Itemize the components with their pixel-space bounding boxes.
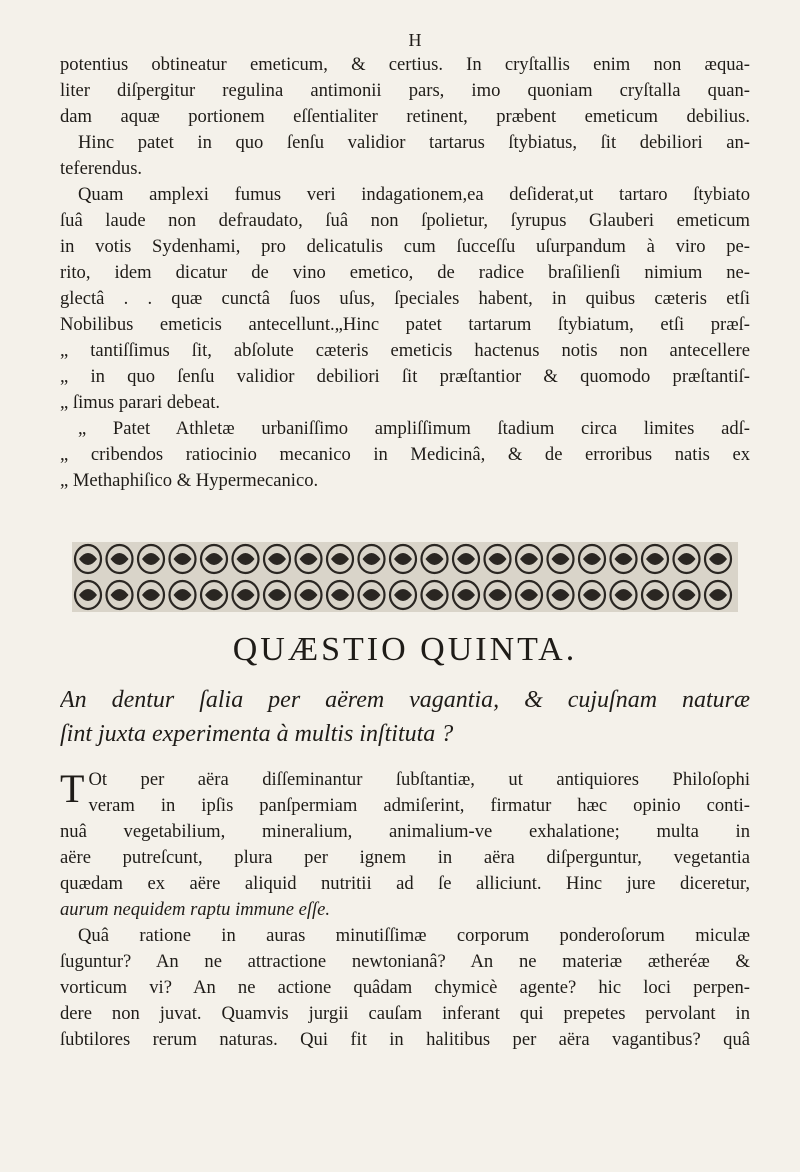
text-line: „ ſimus parari debeat.: [60, 392, 221, 413]
ornament-band: [70, 540, 740, 614]
drop-cap: T: [60, 766, 85, 811]
page: [60, 30, 750, 1053]
text-line: dere non juvat. Quamvis jurgii cauſam inferant qui prepetes pervolant in: [60, 1003, 750, 1024]
section-heading: QUÆSTIO QUINTA.: [232, 631, 578, 668]
text-line: Nobilibus emeticis antecellunt.„Hinc patet tartarum ſtybiatum, etſi præſ-: [60, 314, 750, 335]
text-line: veram in ipſis panſpermiam admiſerint, firmatur hæc opinio conti-: [88, 795, 750, 816]
text-line: ſuguntur? An ne attractione newtonianâ? An ne materiæ ætheréæ &: [60, 951, 750, 972]
text-line: in votis Sydenhami, pro delicatulis cum ſucceſſu uſurpandum à viro pe-: [60, 236, 750, 257]
text-line: aurum nequidem raptu immune eſſe.: [60, 899, 331, 920]
question-title: [60, 683, 750, 751]
text-line: Quam amplexi fumus veri indagationem,ea deſiderat,ut tartaro ſtybiato: [78, 184, 750, 205]
text-line: ſubtilores rerum naturas. Qui fit in halitibus per aëra vagantibus? quâ: [60, 1029, 750, 1050]
text-line: ſuâ laude non defraudato, ſuâ non ſpolietur, ſyrupus Glauberi emeticum: [60, 210, 750, 231]
question-line: ſint juxta experimenta à multis inſtituta ?: [60, 721, 454, 747]
text-line: Ot per aëra diſſeminantur ſubſtantiæ, ut antiquiores Philoſophi: [88, 769, 750, 790]
text-line: liter diſpergitur regulina antimonii pars, imo quoniam cryſtalla quan-: [60, 80, 750, 101]
paragraph-3: [60, 416, 750, 494]
text-line: teferendus.: [60, 158, 143, 179]
text-line: Hinc patet in quo ſenſu validior tartarus ſtybiatus, ſit debiliori an-: [78, 132, 750, 153]
text-line: potentius obtineatur emeticum, & certius. In cryſtallis enim non æqua-: [60, 54, 750, 75]
paragraph-2: [60, 182, 750, 416]
folio: H: [408, 30, 422, 50]
text-line: nuâ vegetabilium, mineralium, animalium-ve exhalatione; multa in: [60, 821, 750, 842]
text-line: vorticum vi? An ne actione quâdam chymicè agente? hic loci perpen-: [60, 977, 750, 998]
text-line: „ Patet Athletæ urbaniſſimo ampliſſimum ſtadium circa limites adſ-: [78, 418, 750, 439]
question-line: An dentur ſalia per aërem vagantia, & cujuſnam naturæ: [60, 687, 750, 713]
text-line: glectâ . . quæ cunctâ ſuos uſus, ſpeciales habent, in quibus cæteris etſi: [60, 288, 750, 309]
text-line: „ Methaphiſico & Hypermecanico.: [60, 470, 319, 491]
text-line: „ cribendos ratiocinio mecanico in Medicinâ, & de erroribus natis ex: [60, 444, 750, 465]
text-line: dam aquæ portionem eſſentialiter retinent, præbent emeticum debilius.: [60, 106, 750, 127]
text-line: „ in quo ſenſu validior debiliori ſit præſtantior & quomodo præſtantiſ-: [60, 366, 750, 387]
paragraph-4: [60, 767, 750, 1053]
text-line: aëre putreſcunt, plura per ignem in aëra diſperguntur, vegetantia: [60, 847, 750, 868]
paragraph-1: [60, 52, 750, 182]
text-line: rito, idem dicatur de vino emetico, de radice braſilienſi nimium ne-: [60, 262, 750, 283]
text-line: quædam ex aëre aliquid nutritii ad ſe alliciunt. Hinc jure diceretur,: [60, 873, 750, 894]
text-line: Quâ ratione in auras minutiſſimæ corporum ponderoſorum miculæ: [78, 925, 750, 946]
text-line: „ tantiſſimus ſit, abſolute cæteris emeticis hactenus notis non antecellere: [60, 340, 750, 361]
